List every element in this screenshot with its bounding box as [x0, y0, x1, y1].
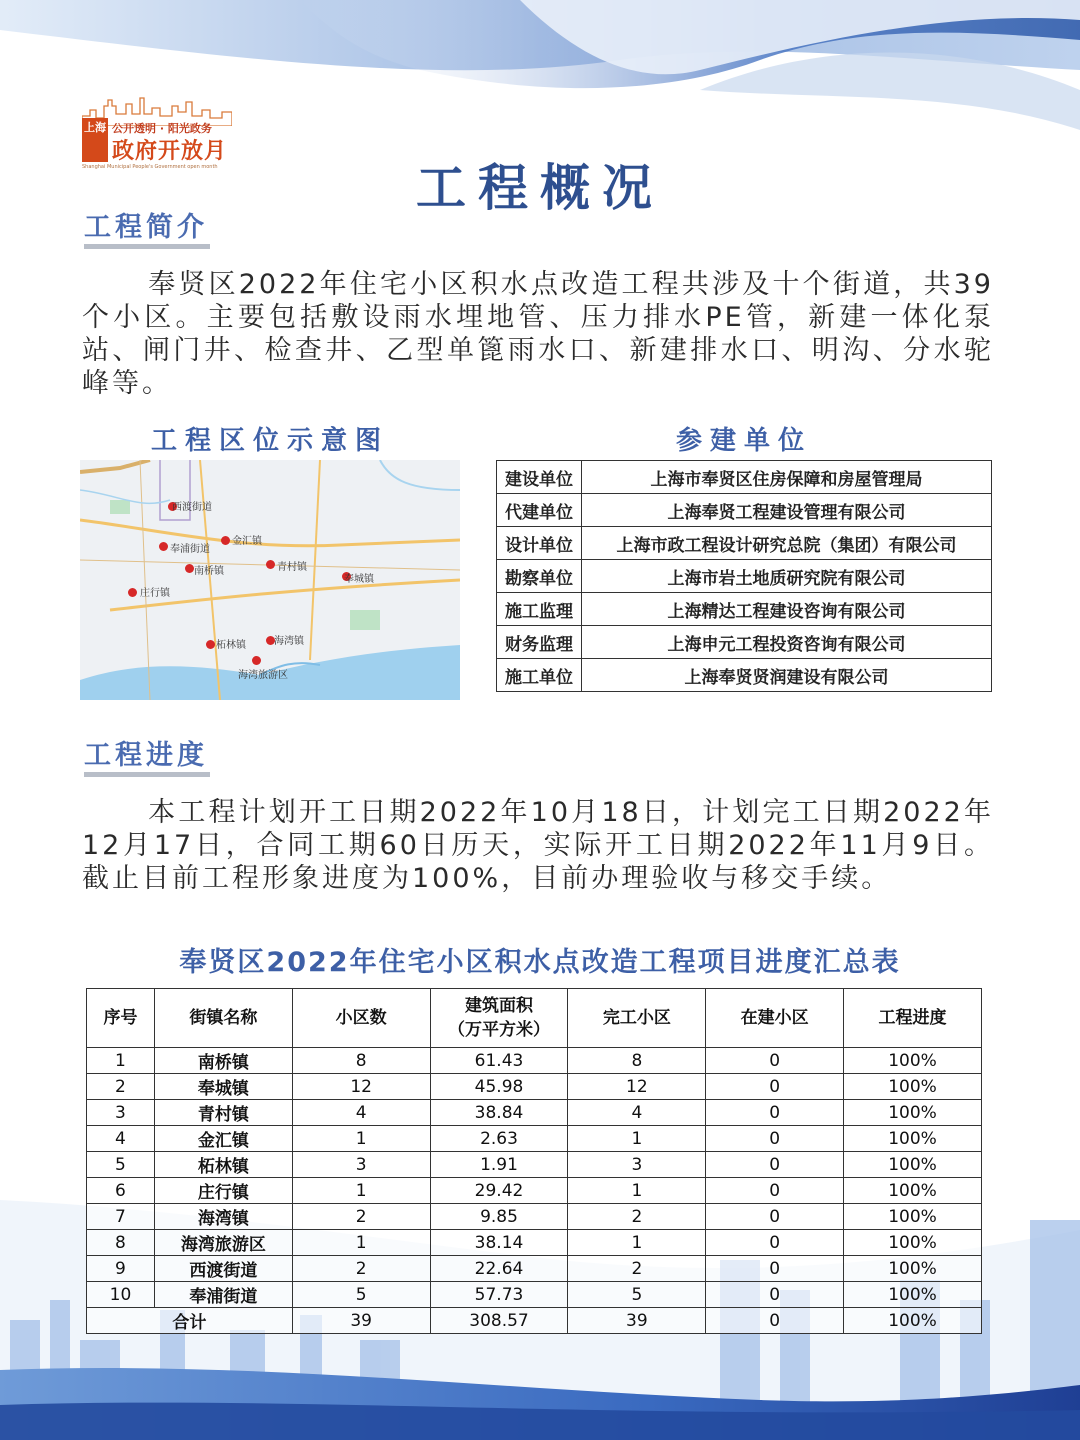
cell-town: 奉浦街道	[154, 1282, 292, 1308]
cell-count: 3	[292, 1152, 430, 1178]
cell-done: 2	[568, 1256, 706, 1282]
page-title: 工程概况	[416, 159, 664, 217]
participants-table	[496, 460, 992, 692]
total-label: 合计	[87, 1308, 293, 1334]
cell-count: 2	[292, 1204, 430, 1230]
role-cell: 设计单位	[497, 527, 582, 560]
map-marker	[128, 588, 137, 597]
cell-no: 10	[87, 1282, 155, 1308]
map-marker	[185, 564, 194, 573]
role-cell: 代建单位	[497, 494, 582, 527]
location-map	[80, 460, 460, 700]
cell-progress: 100%	[844, 1048, 982, 1074]
role-cell: 施工单位	[497, 659, 582, 692]
cell-progress: 100%	[844, 1230, 982, 1256]
map-label-haiwan-tourism: 海湾旅游区	[238, 670, 288, 681]
cell-area: 1.91	[430, 1152, 568, 1178]
table-row	[87, 1048, 982, 1074]
table-row	[87, 1100, 982, 1126]
cell-town: 西渡街道	[154, 1256, 292, 1282]
role-cell: 勘察单位	[497, 560, 582, 593]
map-marker	[159, 542, 168, 551]
cell-progress: 100%	[844, 1100, 982, 1126]
cell-building: 0	[706, 1256, 844, 1282]
header-area-line2: （万平方米）	[448, 1020, 550, 1040]
cell-building: 0	[706, 1100, 844, 1126]
summary-table-title: 奉贤区2022年住宅小区积水点改造工程项目进度汇总表	[179, 947, 901, 978]
org-cell: 上海申元工程投资咨询有限公司	[582, 626, 992, 659]
cell-building: 0	[706, 1282, 844, 1308]
logo-badge: 上海	[82, 118, 108, 162]
cell-done: 5	[568, 1282, 706, 1308]
cell-no: 4	[87, 1126, 155, 1152]
cell-town: 青村镇	[154, 1100, 292, 1126]
map-label-xidu: 西渡街道	[172, 502, 212, 513]
cell-town: 奉城镇	[154, 1074, 292, 1100]
table-row	[497, 593, 992, 626]
cell-town: 金汇镇	[154, 1126, 292, 1152]
total-count: 39	[292, 1308, 430, 1334]
map-label-zhuanghang: 庄行镇	[140, 588, 170, 599]
total-area: 308.57	[430, 1308, 568, 1334]
table-row	[497, 527, 992, 560]
org-cell: 上海奉贤工程建设管理有限公司	[582, 494, 992, 527]
cell-building: 0	[706, 1178, 844, 1204]
map-label-nanqiao: 南桥镇	[194, 566, 224, 577]
map-label-zhelin: 柘林镇	[216, 640, 246, 651]
cell-area: 2.63	[430, 1126, 568, 1152]
cell-done: 1	[568, 1126, 706, 1152]
map-graphic	[80, 460, 460, 700]
cell-area: 38.84	[430, 1100, 568, 1126]
intro-paragraph	[82, 268, 994, 400]
intro-heading: 工程简介	[84, 212, 208, 243]
map-label-qingcun: 青村镇	[277, 562, 307, 573]
summary-table	[86, 988, 982, 1334]
cell-count: 2	[292, 1256, 430, 1282]
logo-subtitle: 公开透明 · 阳光政务	[112, 122, 212, 135]
cell-building: 0	[706, 1204, 844, 1230]
header-progress: 工程进度	[844, 989, 982, 1048]
total-done: 39	[568, 1308, 706, 1334]
cell-building: 0	[706, 1048, 844, 1074]
org-cell: 上海奉贤贤润建设有限公司	[582, 659, 992, 692]
table-row	[87, 1152, 982, 1178]
table-row	[87, 1074, 982, 1100]
map-marker	[252, 656, 261, 665]
cell-done: 3	[568, 1152, 706, 1178]
org-cell: 上海市政工程设计研究总院（集团）有限公司	[582, 527, 992, 560]
cell-town: 庄行镇	[154, 1178, 292, 1204]
header-area	[430, 989, 568, 1048]
cell-progress: 100%	[844, 1204, 982, 1230]
map-label-fengpu: 奉浦街道	[170, 544, 210, 555]
cell-done: 2	[568, 1204, 706, 1230]
logo-english: Shanghai Municipal People's Government open month	[82, 164, 218, 170]
cell-no: 3	[87, 1100, 155, 1126]
table-row	[497, 560, 992, 593]
cell-area: 45.98	[430, 1074, 568, 1100]
cell-area: 57.73	[430, 1282, 568, 1308]
table-row	[497, 659, 992, 692]
cell-no: 9	[87, 1256, 155, 1282]
cell-progress: 100%	[844, 1282, 982, 1308]
map-title: 工程区位示意图	[150, 426, 389, 456]
cell-done: 1	[568, 1230, 706, 1256]
map-label-fengcheng: 奉城镇	[344, 574, 374, 585]
cell-building: 0	[706, 1074, 844, 1100]
progress-heading-underline	[84, 772, 210, 777]
participants-title: 参建单位	[675, 426, 812, 456]
cell-done: 8	[568, 1048, 706, 1074]
cell-no: 7	[87, 1204, 155, 1230]
org-cell: 上海市奉贤区住房保障和房屋管理局	[582, 461, 992, 494]
header-count: 小区数	[292, 989, 430, 1048]
map-marker	[206, 640, 215, 649]
intro-heading-underline	[84, 244, 210, 249]
cell-count: 1	[292, 1178, 430, 1204]
role-cell: 建设单位	[497, 461, 582, 494]
cell-no: 8	[87, 1230, 155, 1256]
cell-no: 6	[87, 1178, 155, 1204]
header-no: 序号	[87, 989, 155, 1048]
table-row	[87, 1230, 982, 1256]
cell-done: 1	[568, 1178, 706, 1204]
cell-town: 海湾镇	[154, 1204, 292, 1230]
cell-area: 61.43	[430, 1048, 568, 1074]
progress-text: 本工程计划开工日期2022年10月18日，计划完工日期2022年12月17日，合同工期60日历天，实际开工日期2022年11月9日。截止目前工程形象进度为100%，目前办理验收与移交手续。	[82, 797, 994, 894]
org-cell: 上海市岩土地质研究院有限公司	[582, 560, 992, 593]
table-row	[87, 1256, 982, 1282]
cell-done: 4	[568, 1100, 706, 1126]
role-cell: 施工监理	[497, 593, 582, 626]
cell-count: 5	[292, 1282, 430, 1308]
total-progress: 100%	[844, 1308, 982, 1334]
org-cell: 上海精达工程建设咨询有限公司	[582, 593, 992, 626]
cell-no: 5	[87, 1152, 155, 1178]
header-building: 在建小区	[706, 989, 844, 1048]
cell-progress: 100%	[844, 1074, 982, 1100]
map-label-jinhui: 金汇镇	[232, 536, 262, 547]
table-row	[87, 1178, 982, 1204]
progress-heading: 工程进度	[84, 740, 208, 771]
cell-progress: 100%	[844, 1256, 982, 1282]
logo-title: 政府开放月	[112, 139, 228, 164]
cell-building: 0	[706, 1230, 844, 1256]
map-marker	[266, 560, 275, 569]
progress-paragraph	[82, 796, 994, 895]
cell-area: 9.85	[430, 1204, 568, 1230]
table-row	[87, 1126, 982, 1152]
cell-building: 0	[706, 1152, 844, 1178]
cell-area: 29.42	[430, 1178, 568, 1204]
table-row	[87, 1282, 982, 1308]
cell-area: 38.14	[430, 1230, 568, 1256]
header-town: 街镇名称	[154, 989, 292, 1048]
cell-progress: 100%	[844, 1126, 982, 1152]
table-row	[497, 494, 992, 527]
intro-text: 奉贤区2022年住宅小区积水点改造工程共涉及十个街道，共39个小区。主要包括敷设雨水埋地管、压力排水PE管，新建一体化泵站、闸门井、检查井、乙型单篦雨水口、新建排水口、明沟、分水驼峰等。	[82, 269, 994, 399]
cell-no: 2	[87, 1074, 155, 1100]
cell-count: 1	[292, 1126, 430, 1152]
table-row	[87, 1204, 982, 1230]
map-label-haiwan: 海湾镇	[274, 636, 304, 647]
cell-count: 12	[292, 1074, 430, 1100]
header-done: 完工小区	[568, 989, 706, 1048]
header-area-line1: 建筑面积	[465, 996, 533, 1016]
cell-progress: 100%	[844, 1178, 982, 1204]
cell-town: 柘林镇	[154, 1152, 292, 1178]
table-row	[497, 626, 992, 659]
cell-done: 12	[568, 1074, 706, 1100]
table-header-row	[87, 989, 982, 1048]
cell-building: 0	[706, 1126, 844, 1152]
cell-town: 海湾旅游区	[154, 1230, 292, 1256]
cell-no: 1	[87, 1048, 155, 1074]
cell-town: 南桥镇	[154, 1048, 292, 1074]
table-total-row	[87, 1308, 982, 1334]
role-cell: 财务监理	[497, 626, 582, 659]
cell-count: 4	[292, 1100, 430, 1126]
table-row	[497, 461, 992, 494]
map-marker	[221, 536, 230, 545]
cell-area: 22.64	[430, 1256, 568, 1282]
total-building: 0	[706, 1308, 844, 1334]
cell-count: 1	[292, 1230, 430, 1256]
cell-progress: 100%	[844, 1152, 982, 1178]
cell-count: 8	[292, 1048, 430, 1074]
